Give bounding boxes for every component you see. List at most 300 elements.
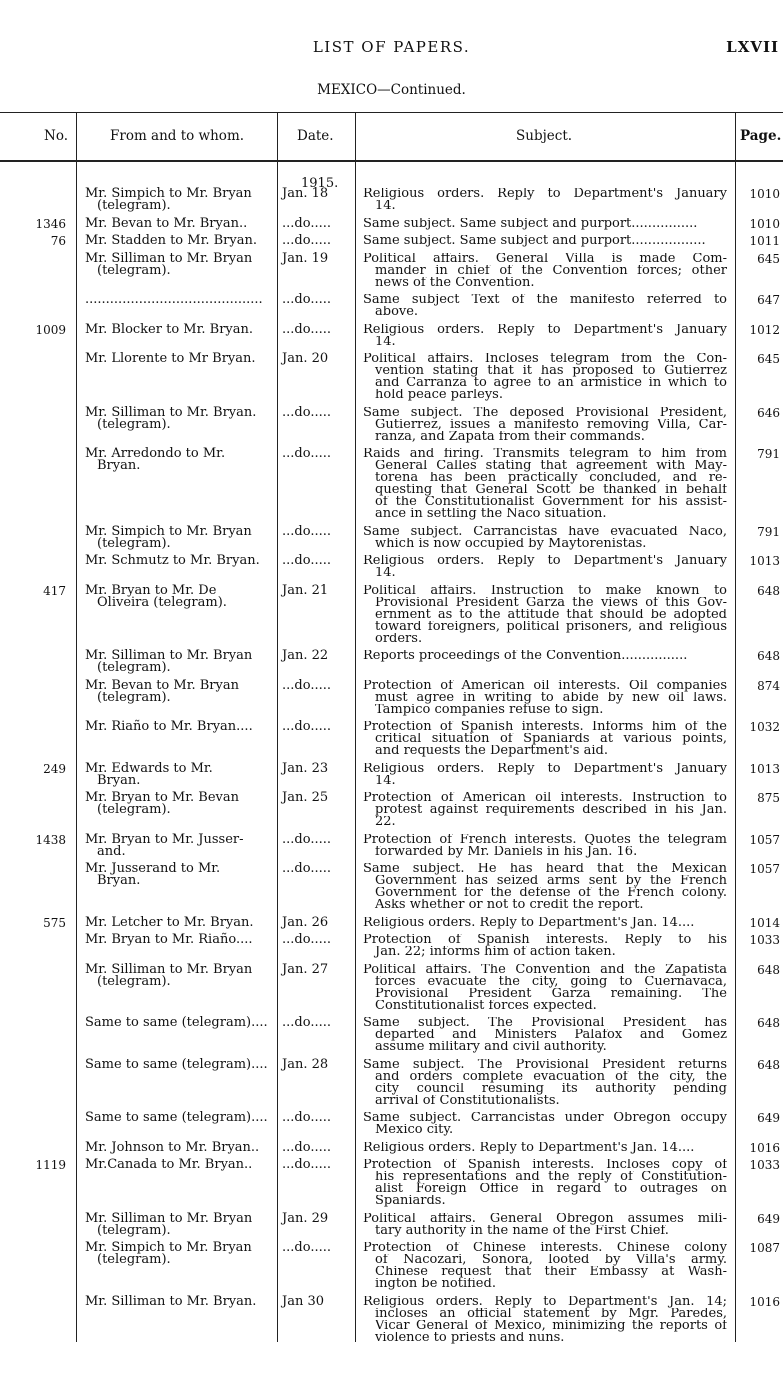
- subject: [363, 1059, 727, 1107]
- from-to-whom: [85, 863, 275, 887]
- subject-line: Same subject. The Provisional President returns: [363, 1058, 727, 1071]
- page-ref: 1010: [749, 187, 780, 201]
- subject-line: Same subject. Carrancistas have evacuated Naco,: [363, 525, 727, 538]
- subject-line: Spaniards.: [375, 1195, 446, 1207]
- from-line: Mr. Simpich to Mr. Bryan: [85, 523, 252, 539]
- from-to-whom: [85, 1293, 275, 1309]
- table-row: [0, 677, 783, 716]
- subject-line: Protection of Spanish interests. Informs him of the: [363, 721, 727, 733]
- subject: [363, 294, 727, 318]
- subject-line: of Nacozari, Sonora, looted by Villa's army.: [375, 1254, 727, 1266]
- subject-line: ance in settling the Naco situation.: [375, 508, 607, 520]
- subject-line: and orders complete evacuation of the city, the: [375, 1070, 727, 1083]
- from-line: Mr. Silliman to Mr. Bryan: [85, 648, 253, 663]
- page-ref: 648: [757, 583, 780, 598]
- subject-line: 14.: [375, 200, 396, 212]
- subject-line: toward foreigners, political prisoners, and religious: [375, 620, 727, 633]
- from-line: and.: [97, 843, 126, 859]
- subject-line: Political affairs. The Convention and the Zapatista: [363, 963, 727, 976]
- date: [282, 934, 352, 946]
- from-line: Mr. Silliman to Mr. Bryan: [85, 961, 253, 977]
- subject: [363, 650, 727, 662]
- table-row: [0, 721, 783, 757]
- date-line: Jan. 23: [282, 760, 329, 776]
- page-ref: 1011: [749, 234, 780, 248]
- subject-line: alist Foreign Office in regard to outrages on: [375, 1183, 727, 1195]
- date: [282, 448, 352, 460]
- from-to-whom: [85, 1112, 275, 1124]
- subject: [363, 218, 727, 230]
- subject-line: Same subject. Same subject and purport..................: [363, 235, 706, 247]
- from-to-whom: [85, 448, 275, 472]
- from-to-whom: [85, 831, 275, 859]
- page-ref: 1012: [749, 322, 780, 337]
- from-line: Mr. Arredondo to Mr.: [85, 446, 226, 461]
- from-to-whom: [85, 215, 275, 231]
- subject-line: ington be notified.: [375, 1278, 496, 1290]
- date-line: Jan 30: [282, 1293, 325, 1309]
- from-line: Mr. Silliman to Mr. Bryan: [85, 250, 253, 266]
- from-line: Mr. Stadden to Mr. Bryan.: [85, 233, 257, 248]
- paper-number: 575: [43, 915, 66, 930]
- subject: [363, 407, 727, 443]
- paper-number: 249: [43, 761, 66, 776]
- table-row: [0, 582, 783, 645]
- subject: [363, 917, 727, 929]
- date: [282, 721, 352, 733]
- subject-line: Government has seized arms sent by the French: [375, 875, 727, 887]
- from-to-whom: [85, 677, 275, 705]
- subject-line: ernment as to the attitude that should be adopted: [375, 608, 727, 621]
- from-line: Bryan.: [97, 873, 141, 888]
- page-ref: 1016: [749, 1294, 780, 1309]
- date: [282, 1293, 352, 1309]
- from-line: Mr.Canada to Mr. Bryan..: [85, 1157, 253, 1172]
- table-row: [0, 1056, 783, 1107]
- subject-line: mander in chief of the Convention forces; other: [375, 264, 727, 277]
- date: [282, 523, 352, 539]
- table-top-rule: [0, 112, 783, 113]
- subject: [363, 253, 727, 289]
- table-row: [0, 934, 783, 958]
- from-to-whom: [85, 404, 275, 432]
- subject-line: vention stating that it has proposed to Gutierrez: [375, 365, 727, 377]
- subject-line: Protection of Spanish interests. Reply to his: [363, 934, 727, 946]
- from-line: (telegram).: [97, 689, 171, 705]
- date-line: ...do.....: [282, 1110, 331, 1125]
- subject-line: Jan. 22; informs him of action taken.: [375, 946, 616, 958]
- table-row: [0, 1242, 783, 1290]
- subject-line: Same subject. Carrancistas under Obregon occupy: [363, 1112, 727, 1124]
- subject: [363, 555, 727, 579]
- from-line: Mr. Letcher to Mr. Bryan.: [85, 914, 254, 930]
- table-row: [0, 1210, 783, 1238]
- from-to-whom: [85, 721, 275, 733]
- date: [282, 321, 352, 337]
- paper-number: 1438: [35, 832, 66, 847]
- date: [282, 582, 352, 598]
- from-line: (telegram).: [97, 198, 171, 213]
- from-line: Mr. Schmutz to Mr. Bryan.: [85, 553, 260, 568]
- subject-line: which is now occupied by Maytorenistas.: [375, 537, 647, 550]
- page-ref: 648: [757, 1057, 780, 1072]
- from-to-whom: [85, 650, 275, 674]
- date: [282, 353, 352, 365]
- table-row: [0, 1159, 783, 1207]
- date-line: ...do.....: [282, 932, 331, 947]
- from-line: Same to same (telegram)....: [85, 1056, 268, 1072]
- from-line: Mr. Bryan to Mr. De: [85, 582, 217, 598]
- from-line: (telegram).: [97, 1222, 171, 1238]
- from-to-whom: [85, 1017, 275, 1029]
- table-row: [0, 188, 783, 212]
- table-row: [0, 235, 783, 247]
- date: [282, 555, 352, 567]
- from-line: Oliveira (telegram).: [97, 594, 227, 610]
- subject-line: Political affairs. Incloses telegram from the Con-: [363, 353, 727, 365]
- page-ref: 1013: [749, 761, 780, 776]
- table-row: [0, 760, 783, 788]
- column-header-subject: Subject.: [516, 128, 573, 144]
- table-row: [0, 353, 783, 401]
- date-line: ...do.....: [282, 861, 331, 876]
- table-row: [0, 1139, 783, 1155]
- from-line: Mr. Bevan to Mr. Bryan: [85, 677, 239, 693]
- subject: [363, 934, 727, 958]
- subject-line: 22.: [375, 816, 396, 828]
- page-ref: 648: [757, 649, 780, 663]
- page-number: LXVII: [726, 38, 779, 56]
- from-line: Mr. Jusserand to Mr.: [85, 861, 221, 876]
- from-to-whom: [85, 235, 275, 247]
- from-line: Mr. Llorente to Mr Bryan.: [85, 351, 256, 366]
- subject-line: of the Constitutionalist Government for his assist-: [375, 496, 727, 508]
- subject: [363, 235, 727, 247]
- subject-line: Tampico companies refuse to sign.: [375, 703, 604, 716]
- paper-number: 1346: [35, 216, 66, 231]
- subject: [363, 834, 727, 858]
- date: [282, 1242, 352, 1254]
- from-to-whom: [85, 1159, 275, 1171]
- page-ref: 791: [757, 524, 780, 539]
- from-line: (telegram).: [97, 535, 171, 551]
- page-ref: 1016: [749, 1140, 780, 1155]
- table-row: [0, 555, 783, 579]
- table-row: [0, 961, 783, 1012]
- running-title: LIST OF PAPERS.: [312, 38, 471, 56]
- date: [282, 188, 352, 200]
- page-ref: 1057: [749, 862, 780, 876]
- subject-line: Same subject Text of the manifesto referred to: [363, 294, 727, 306]
- subject-line: Religious orders. Reply to Department's January: [363, 188, 727, 200]
- subject: [363, 353, 727, 401]
- subject-line: Constitutionalist forces expected.: [375, 999, 597, 1012]
- from-to-whom: [85, 353, 275, 365]
- subject-line: Religious orders. Reply to Department's January: [363, 762, 727, 775]
- from-to-whom: [85, 934, 275, 946]
- subject-line: Same subject. The deposed Provisional President,: [363, 406, 727, 419]
- subject: [363, 1296, 727, 1344]
- date: [282, 961, 352, 977]
- table-row: [0, 404, 783, 443]
- subject-line: Religious orders. Reply to Department's Jan. 14;: [363, 1295, 727, 1308]
- subject-line: departed and Ministers Palafox and Gomez: [375, 1029, 727, 1041]
- subject: [363, 863, 727, 911]
- subject-line: city council resuming its authority pending: [375, 1082, 727, 1095]
- section-heading: MEXICO—Continued.: [317, 82, 466, 98]
- table-row: [0, 448, 783, 520]
- from-line: Mr. Silliman to Mr. Bryan.: [85, 404, 257, 420]
- column-header-date: Date.: [297, 128, 334, 144]
- subject-line: critical situation of Spaniards at various points,: [375, 733, 727, 745]
- paper-number: 1119: [35, 1158, 66, 1172]
- page-ref: 1057: [749, 832, 780, 847]
- table-row: [0, 831, 783, 859]
- date: [282, 650, 352, 662]
- date-line: ...do.....: [282, 321, 331, 337]
- date-line: ...do.....: [282, 292, 331, 307]
- from-line: Bryan.: [97, 772, 141, 788]
- page-ref: 1013: [749, 554, 780, 568]
- date-line: Jan. 29: [282, 1210, 329, 1226]
- subject: [363, 1017, 727, 1053]
- subject-line: Protection of Chinese interests. Chinese colony: [363, 1242, 727, 1254]
- page-ref: 646: [757, 405, 780, 420]
- subject-line: Political affairs. General Obregon assumes mili-: [363, 1212, 727, 1225]
- paper-number: 1009: [35, 322, 66, 337]
- from-line: Mr. Riaño to Mr. Bryan....: [85, 719, 253, 734]
- date-line: ...do.....: [282, 1139, 331, 1155]
- from-line: (telegram).: [97, 416, 171, 432]
- date: [282, 831, 352, 847]
- subject-line: 14.: [375, 335, 396, 348]
- from-to-whom: [85, 555, 275, 567]
- date-line: ...do.....: [282, 1240, 331, 1255]
- from-line: (telegram).: [97, 1252, 171, 1267]
- date-line: ...do.....: [282, 404, 331, 420]
- date: [282, 235, 352, 247]
- subject-line: Provisional President Garza remaining. The: [375, 987, 727, 1000]
- subject: [363, 964, 727, 1012]
- subject-line: forwarded by Mr. Daniels in his Jan. 16.: [375, 845, 638, 858]
- from-to-whom: [85, 1056, 275, 1072]
- from-to-whom: [85, 294, 275, 306]
- subject-line: Gutierrez, issues a manifesto removing Villa, Car-: [375, 418, 727, 431]
- table-row: [0, 914, 783, 930]
- subject-line: orders.: [375, 632, 423, 645]
- subject-line: violence to priests and nuns.: [375, 1331, 565, 1344]
- date-line: Jan. 18: [282, 186, 329, 201]
- from-line: Mr. Blocker to Mr. Bryan.: [85, 321, 254, 337]
- subject-line: ranza, and Zapata from their commands.: [375, 430, 645, 443]
- subject-line: torena has been practically concluded, and re-: [375, 472, 727, 484]
- table-row: [0, 250, 783, 289]
- date: [282, 792, 352, 804]
- from-line: Same to same (telegram)....: [85, 1015, 268, 1030]
- page-ref: 649: [757, 1111, 780, 1125]
- subject-line: Political affairs. General Villa is made Com-: [363, 252, 727, 265]
- subject-line: Political affairs. Instruction to make known to: [363, 584, 727, 597]
- from-line: (telegram).: [97, 660, 171, 675]
- page-ref: 1010: [749, 216, 780, 231]
- date-line: ...do.....: [282, 233, 331, 248]
- from-to-whom: [85, 582, 275, 610]
- table-row: [0, 1017, 783, 1053]
- table-row: [0, 863, 783, 911]
- page-ref: 1087: [749, 1241, 780, 1255]
- date: [282, 1056, 352, 1072]
- date-line: Jan. 28: [282, 1056, 329, 1072]
- from-line: Mr. Bryan to Mr. Bevan: [85, 790, 239, 805]
- subject-line: forces evacuate the city, going to Cuernavaca,: [375, 975, 727, 988]
- subject-line: Protection of Spanish interests. Incloses copy of: [363, 1159, 727, 1171]
- from-to-whom: [85, 1242, 275, 1266]
- subject: [363, 1242, 727, 1290]
- page-ref: 875: [757, 791, 780, 805]
- page-ref: 648: [757, 1016, 780, 1030]
- from-line: Bryan.: [97, 458, 141, 473]
- date-line: ...do.....: [282, 446, 331, 461]
- subject: [363, 1159, 727, 1207]
- from-line: Mr. Silliman to Mr. Bryan: [85, 1210, 253, 1226]
- date-line: ...do.....: [282, 677, 331, 693]
- date-line: ...do.....: [282, 523, 331, 539]
- subject-line: Protection of American oil interests. Oil companies: [363, 679, 727, 692]
- table-row: [0, 215, 783, 231]
- subject-line: news of the Convention.: [375, 276, 535, 289]
- subject: [363, 585, 727, 645]
- from-line: (telegram).: [97, 802, 171, 817]
- subject-line: above.: [375, 306, 419, 318]
- page-ref: 1032: [749, 720, 780, 734]
- from-to-whom: [85, 792, 275, 816]
- from-line: Mr. Bryan to Mr. Riaño....: [85, 932, 253, 947]
- page-ref: 648: [757, 962, 780, 977]
- from-line: (telegram).: [97, 973, 171, 989]
- page-ref: 645: [757, 251, 780, 266]
- page-ref: 1014: [749, 915, 780, 930]
- from-line: Mr. Bryan to Mr. Jusser-: [85, 831, 244, 847]
- from-line: (telegram).: [97, 262, 171, 278]
- subject-line: Government for the defense of the French colony.: [375, 887, 727, 899]
- subject-line: 14.: [375, 567, 396, 579]
- paper-number: 417: [43, 583, 66, 598]
- page-ref: 647: [757, 293, 780, 307]
- date: [282, 404, 352, 420]
- date-line: Jan. 21: [282, 582, 329, 598]
- subject: [363, 448, 727, 520]
- subject: [363, 1142, 727, 1154]
- date: [282, 1139, 352, 1155]
- subject-line: Religious orders. Reply to Department's Jan. 14....: [363, 916, 695, 929]
- subject-line: Chinese request that their Embassy at Wash-: [375, 1266, 727, 1278]
- from-to-whom: [85, 1210, 275, 1238]
- table-header-rule: [0, 160, 783, 162]
- subject-line: Religious orders. Reply to Department's Jan. 14....: [363, 1141, 695, 1154]
- page-ref: 791: [757, 447, 780, 461]
- date: [282, 1017, 352, 1029]
- from-to-whom: [85, 961, 275, 989]
- from-line: Mr. Johnson to Mr. Bryan..: [85, 1139, 260, 1155]
- date: [282, 1112, 352, 1124]
- from-line: Mr. Edwards to Mr.: [85, 760, 213, 776]
- page-ref: 874: [757, 678, 780, 693]
- subject-line: Raids and firing. Transmits telegram to him from: [363, 448, 727, 460]
- from-line: Mr. Bevan to Mr. Bryan..: [85, 215, 248, 231]
- from-to-whom: [85, 250, 275, 278]
- date-line: ...do.....: [282, 215, 331, 231]
- date: [282, 250, 352, 266]
- table-row: [0, 1293, 783, 1344]
- subject-line: Same subject. The Provisional President has: [363, 1017, 727, 1029]
- subject-line: protest against requirements described in his Jan.: [375, 804, 727, 816]
- subject: [363, 721, 727, 757]
- subject-line: 14.: [375, 774, 396, 787]
- table-row: [0, 1112, 783, 1136]
- date-line: ...do.....: [282, 1157, 331, 1172]
- from-line: Mr. Silliman to Mr. Bryan.: [85, 1293, 257, 1309]
- date-line: Jan. 20: [282, 351, 329, 366]
- date: [282, 215, 352, 231]
- subject: [363, 680, 727, 716]
- date: [282, 914, 352, 930]
- date-line: Jan. 25: [282, 790, 329, 805]
- page-ref: 645: [757, 352, 780, 366]
- table-row: [0, 294, 783, 318]
- table-row: [0, 523, 783, 551]
- subject-line: questing that General Scott be thanked in behalf: [375, 484, 727, 496]
- date-line: Jan. 27: [282, 961, 329, 977]
- subject-line: assume military and civil authority.: [375, 1041, 607, 1053]
- subject-line: his representations and the reply of Constitution-: [375, 1171, 727, 1183]
- subject-line: must agree in writing to abide by new oil laws.: [375, 691, 727, 704]
- date: [282, 1210, 352, 1226]
- date: [282, 760, 352, 776]
- date: [282, 677, 352, 693]
- from-to-whom: [85, 760, 275, 788]
- from-line: Mr. Simpich to Mr. Bryan: [85, 1240, 252, 1255]
- subject: [363, 1213, 727, 1237]
- date: [282, 863, 352, 875]
- from-to-whom: [85, 914, 275, 930]
- page-ref: 1033: [749, 1158, 780, 1172]
- subject: [363, 188, 727, 212]
- subject-line: Protection of French interests. Quotes the telegram: [363, 833, 727, 846]
- subject-line: arrival of Constitutionalists.: [375, 1094, 560, 1107]
- date-line: ...do.....: [282, 719, 331, 734]
- subject-line: General Calles stating that agreement with May-: [375, 460, 727, 472]
- column-header-no: No.: [44, 128, 68, 144]
- subject-line: Asks whether or not to credit the report.: [375, 899, 644, 911]
- table-row: [0, 321, 783, 348]
- subject-line: Religious orders. Reply to Department's January: [363, 323, 727, 336]
- date-line: Jan. 19: [282, 250, 329, 266]
- table-row: [0, 792, 783, 828]
- subject-line: Mexico city.: [375, 1124, 454, 1136]
- subject-line: and Carranza to agree to an armistice in which to: [375, 377, 727, 389]
- date: [282, 294, 352, 306]
- page-ref: 649: [757, 1211, 780, 1226]
- subject: [363, 792, 727, 828]
- date-line: ...do.....: [282, 831, 331, 847]
- from-line: Mr. Simpich to Mr. Bryan: [85, 186, 252, 201]
- date-line: Jan. 22: [282, 648, 329, 663]
- subject-line: Same subject. Same subject and purport................: [363, 217, 698, 230]
- subject-line: hold peace parleys.: [375, 389, 503, 401]
- from-to-whom: [85, 188, 275, 212]
- subject-line: Vicar General of Mexico, minimizing the reports of: [375, 1319, 727, 1332]
- table-row: [0, 650, 783, 674]
